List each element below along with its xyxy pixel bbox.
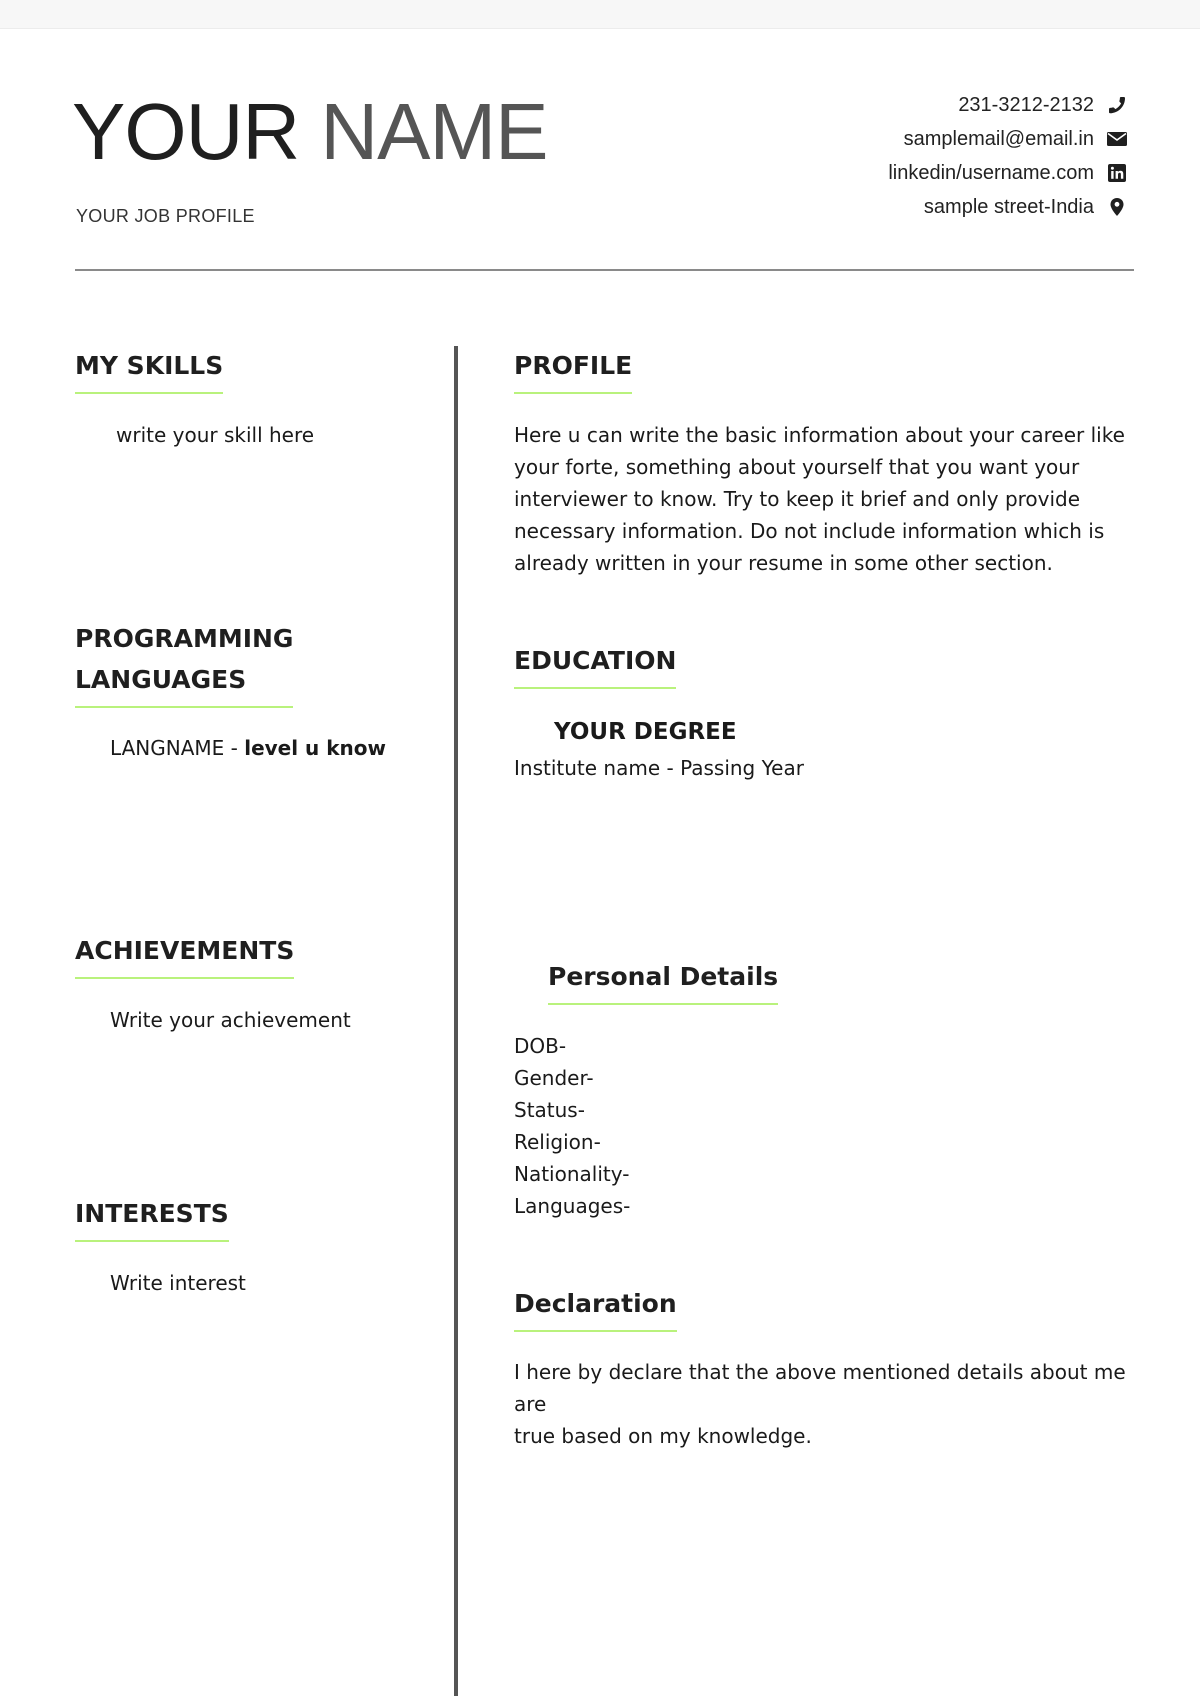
profile-line: interviewer to know. Try to keep it brief and only provide xyxy=(514,487,1081,511)
detail-gender: Gender- xyxy=(514,1066,594,1090)
job-profile: YOUR JOB PROFILE xyxy=(76,206,255,226)
achievement-item: Write your achievement xyxy=(110,1008,351,1032)
candidate-name xyxy=(72,87,548,176)
detail-nationality: Nationality- xyxy=(514,1162,630,1186)
programming-heading-line1: PROGRAMMING xyxy=(75,624,294,653)
profile-line: necessary information. Do not include information which is xyxy=(514,519,1105,543)
profile-text xyxy=(514,419,1139,579)
street-address: sample street-India xyxy=(923,195,1094,218)
programming-heading-line2: LANGUAGES xyxy=(75,665,247,694)
linkedin-url: linkedin/username.com xyxy=(888,161,1094,184)
envelope-icon xyxy=(1106,128,1128,150)
interest-item: Write interest xyxy=(110,1271,246,1295)
phone-icon xyxy=(1106,94,1128,116)
achievements-heading: ACHIEVEMENTS xyxy=(75,931,294,979)
personal-details-list xyxy=(514,1030,630,1222)
language-level: level u know xyxy=(244,736,387,760)
email-address: samplemail@email.in xyxy=(903,127,1094,150)
programming-languages-heading xyxy=(75,618,293,708)
language-name: LANGNAME - xyxy=(110,736,245,760)
contact-list xyxy=(708,88,1128,224)
language-item xyxy=(110,732,386,764)
phone-number: 231-3212-2132 xyxy=(958,93,1094,116)
contact-email xyxy=(708,122,1128,156)
page-top-band xyxy=(0,0,1200,29)
detail-status: Status- xyxy=(514,1098,585,1122)
first-name: YOUR xyxy=(72,87,300,176)
header-divider xyxy=(75,269,1134,271)
education-heading: EDUCATION xyxy=(514,641,676,689)
profile-line: already written in your resume in some other section. xyxy=(514,551,1053,575)
contact-linkedin xyxy=(708,156,1128,190)
declaration-text xyxy=(514,1356,1154,1452)
institute-line: Institute name - Passing Year xyxy=(514,756,804,780)
skill-item: write your skill here xyxy=(116,423,315,447)
profile-line: Here u can write the basic information about your career like xyxy=(514,423,1125,447)
declaration-heading: Declaration xyxy=(514,1284,677,1332)
profile-line: your forte, something about yourself that you want your xyxy=(514,455,1080,479)
personal-details-heading: Personal Details xyxy=(548,957,778,1005)
skills-heading: MY SKILLS xyxy=(75,346,223,394)
detail-religion: Religion- xyxy=(514,1130,601,1154)
column-divider xyxy=(454,346,458,1696)
contact-phone xyxy=(708,88,1128,122)
declaration-line: true based on my knowledge. xyxy=(514,1424,812,1448)
linkedin-icon xyxy=(1106,162,1128,184)
map-marker-icon xyxy=(1106,196,1128,218)
interests-heading: INTERESTS xyxy=(75,1194,229,1242)
degree-title: YOUR DEGREE xyxy=(554,719,737,745)
detail-dob: DOB- xyxy=(514,1034,567,1058)
last-name: NAME xyxy=(320,87,548,176)
declaration-line: I here by declare that the above mentioned details about me are xyxy=(514,1360,1126,1416)
detail-languages: Languages- xyxy=(514,1194,631,1218)
profile-heading: PROFILE xyxy=(514,346,632,394)
contact-address xyxy=(708,190,1128,224)
